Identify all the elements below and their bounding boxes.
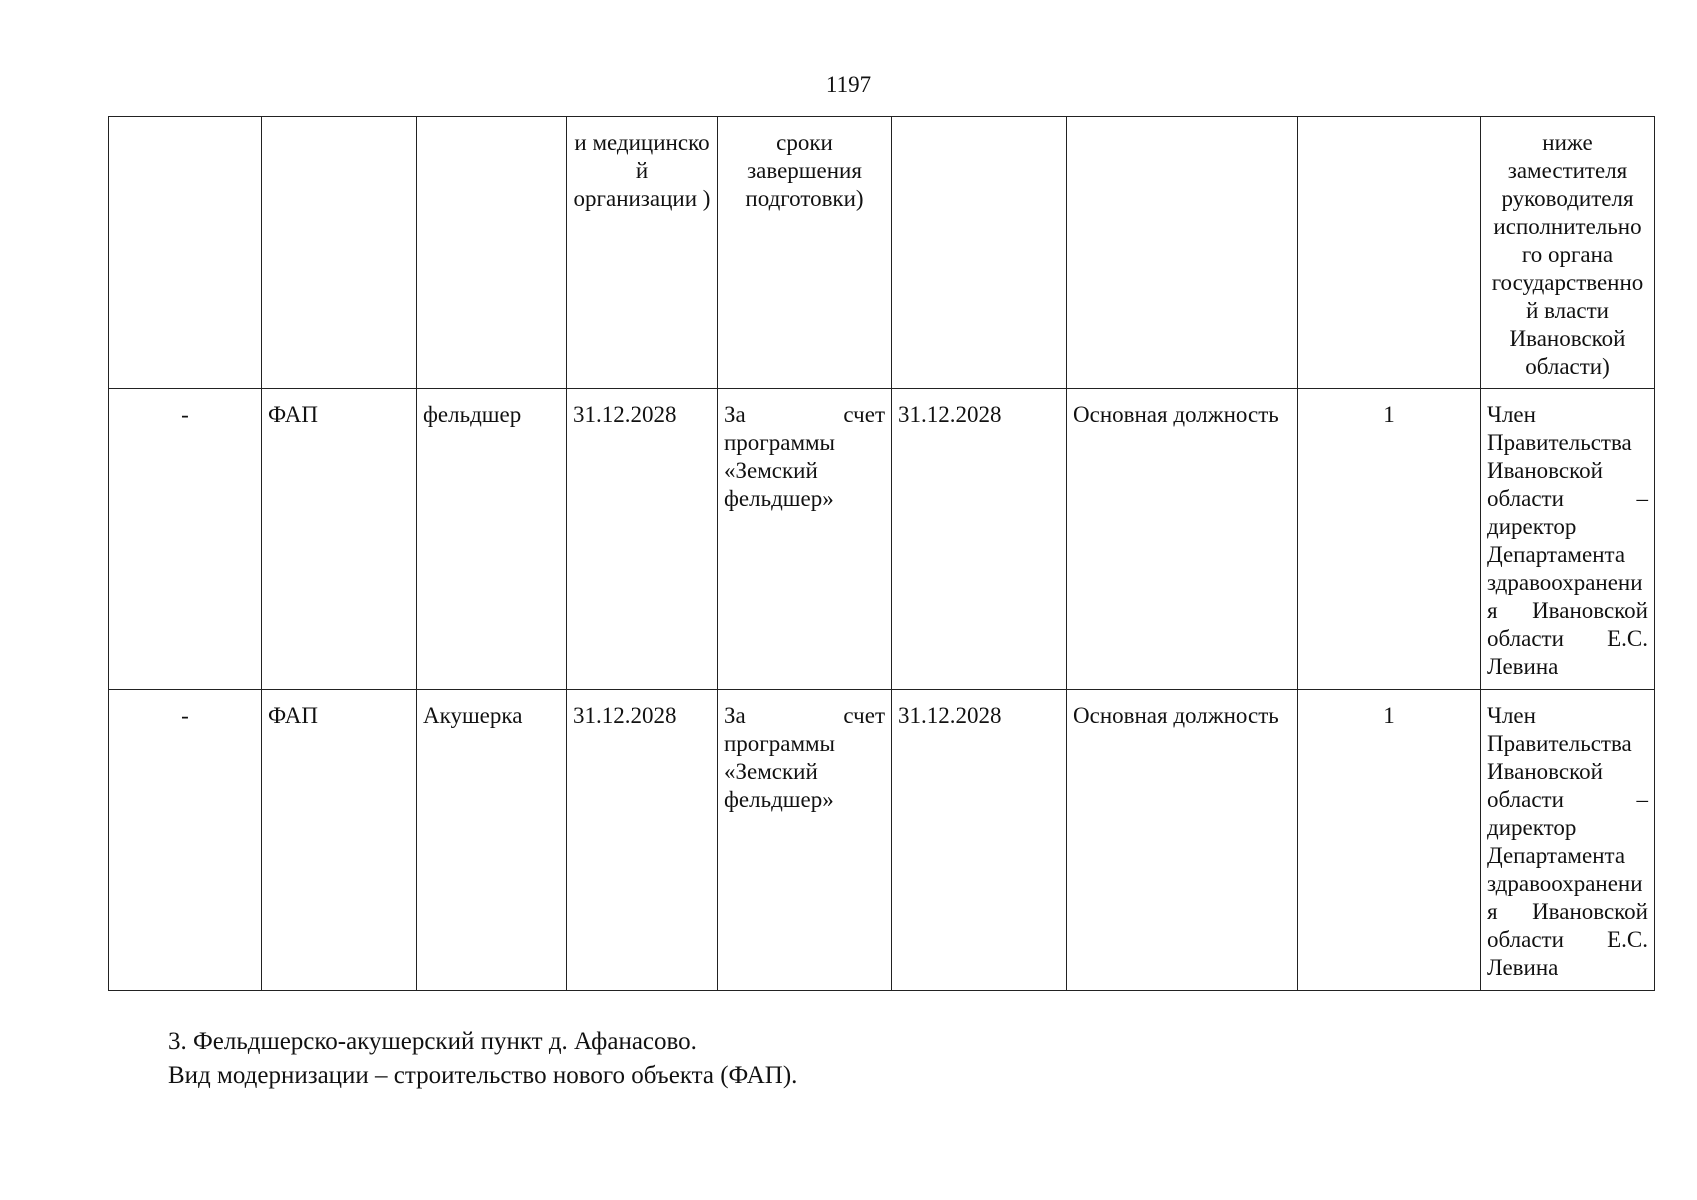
- cell-count: 1: [1298, 389, 1481, 690]
- section-heading: 3. Фельдшерско-акушерский пункт д. Афанасово.: [168, 1028, 697, 1055]
- header-cell-col2: [262, 117, 417, 389]
- cell-date-2: 31.12.2028: [892, 389, 1067, 690]
- cell-position: Акушерка: [417, 690, 567, 991]
- header-cell-col7: [1067, 117, 1298, 389]
- header-cell-col9: ниже заместителя руководителя исполнительно го органа государственно й власти Ивановской области): [1481, 117, 1655, 389]
- cell-responsible: Член Правительства Ивановской области – директор Департамента здравоохранени я Ивановской области Е.С. Левина: [1481, 389, 1655, 690]
- cell-responsible: Член Правительства Ивановской области – директор Департамента здравоохранени я Ивановской области Е.С. Левина: [1481, 690, 1655, 991]
- cell-date: 31.12.2028: [567, 690, 718, 991]
- cell-number: -: [109, 389, 262, 690]
- cell-facility: ФАП: [262, 690, 417, 991]
- modernization-type: Вид модернизации – строительство нового объекта (ФАП).: [168, 1062, 798, 1089]
- cell-position-type: Основная должность: [1067, 389, 1298, 690]
- cell-position-type: Основная должность: [1067, 690, 1298, 991]
- table-row: [109, 389, 1655, 690]
- cell-facility: ФАП: [262, 389, 417, 690]
- header-cell-col5: сроки завершения подготовки): [718, 117, 892, 389]
- header-cell-col4: и медицинско й организации ): [567, 117, 718, 389]
- cell-funding: За счет программы «Земский фельдшер»: [718, 690, 892, 991]
- cell-count: 1: [1298, 690, 1481, 991]
- header-cell-col3: [417, 117, 567, 389]
- cell-date: 31.12.2028: [567, 389, 718, 690]
- cell-number: -: [109, 690, 262, 991]
- cell-date-2: 31.12.2028: [892, 690, 1067, 991]
- header-cell-col1: [109, 117, 262, 389]
- staffing-table: [108, 116, 1655, 991]
- header-cell-col6: [892, 117, 1067, 389]
- table-row: [109, 690, 1655, 991]
- section-text: [168, 1025, 797, 1093]
- page-number: 1197: [825, 72, 872, 97]
- cell-position: фельдшер: [417, 389, 567, 690]
- table-header-continuation-row: [109, 117, 1655, 389]
- header-cell-col8: [1298, 117, 1481, 389]
- cell-funding: За счет программы «Земский фельдшер»: [718, 389, 892, 690]
